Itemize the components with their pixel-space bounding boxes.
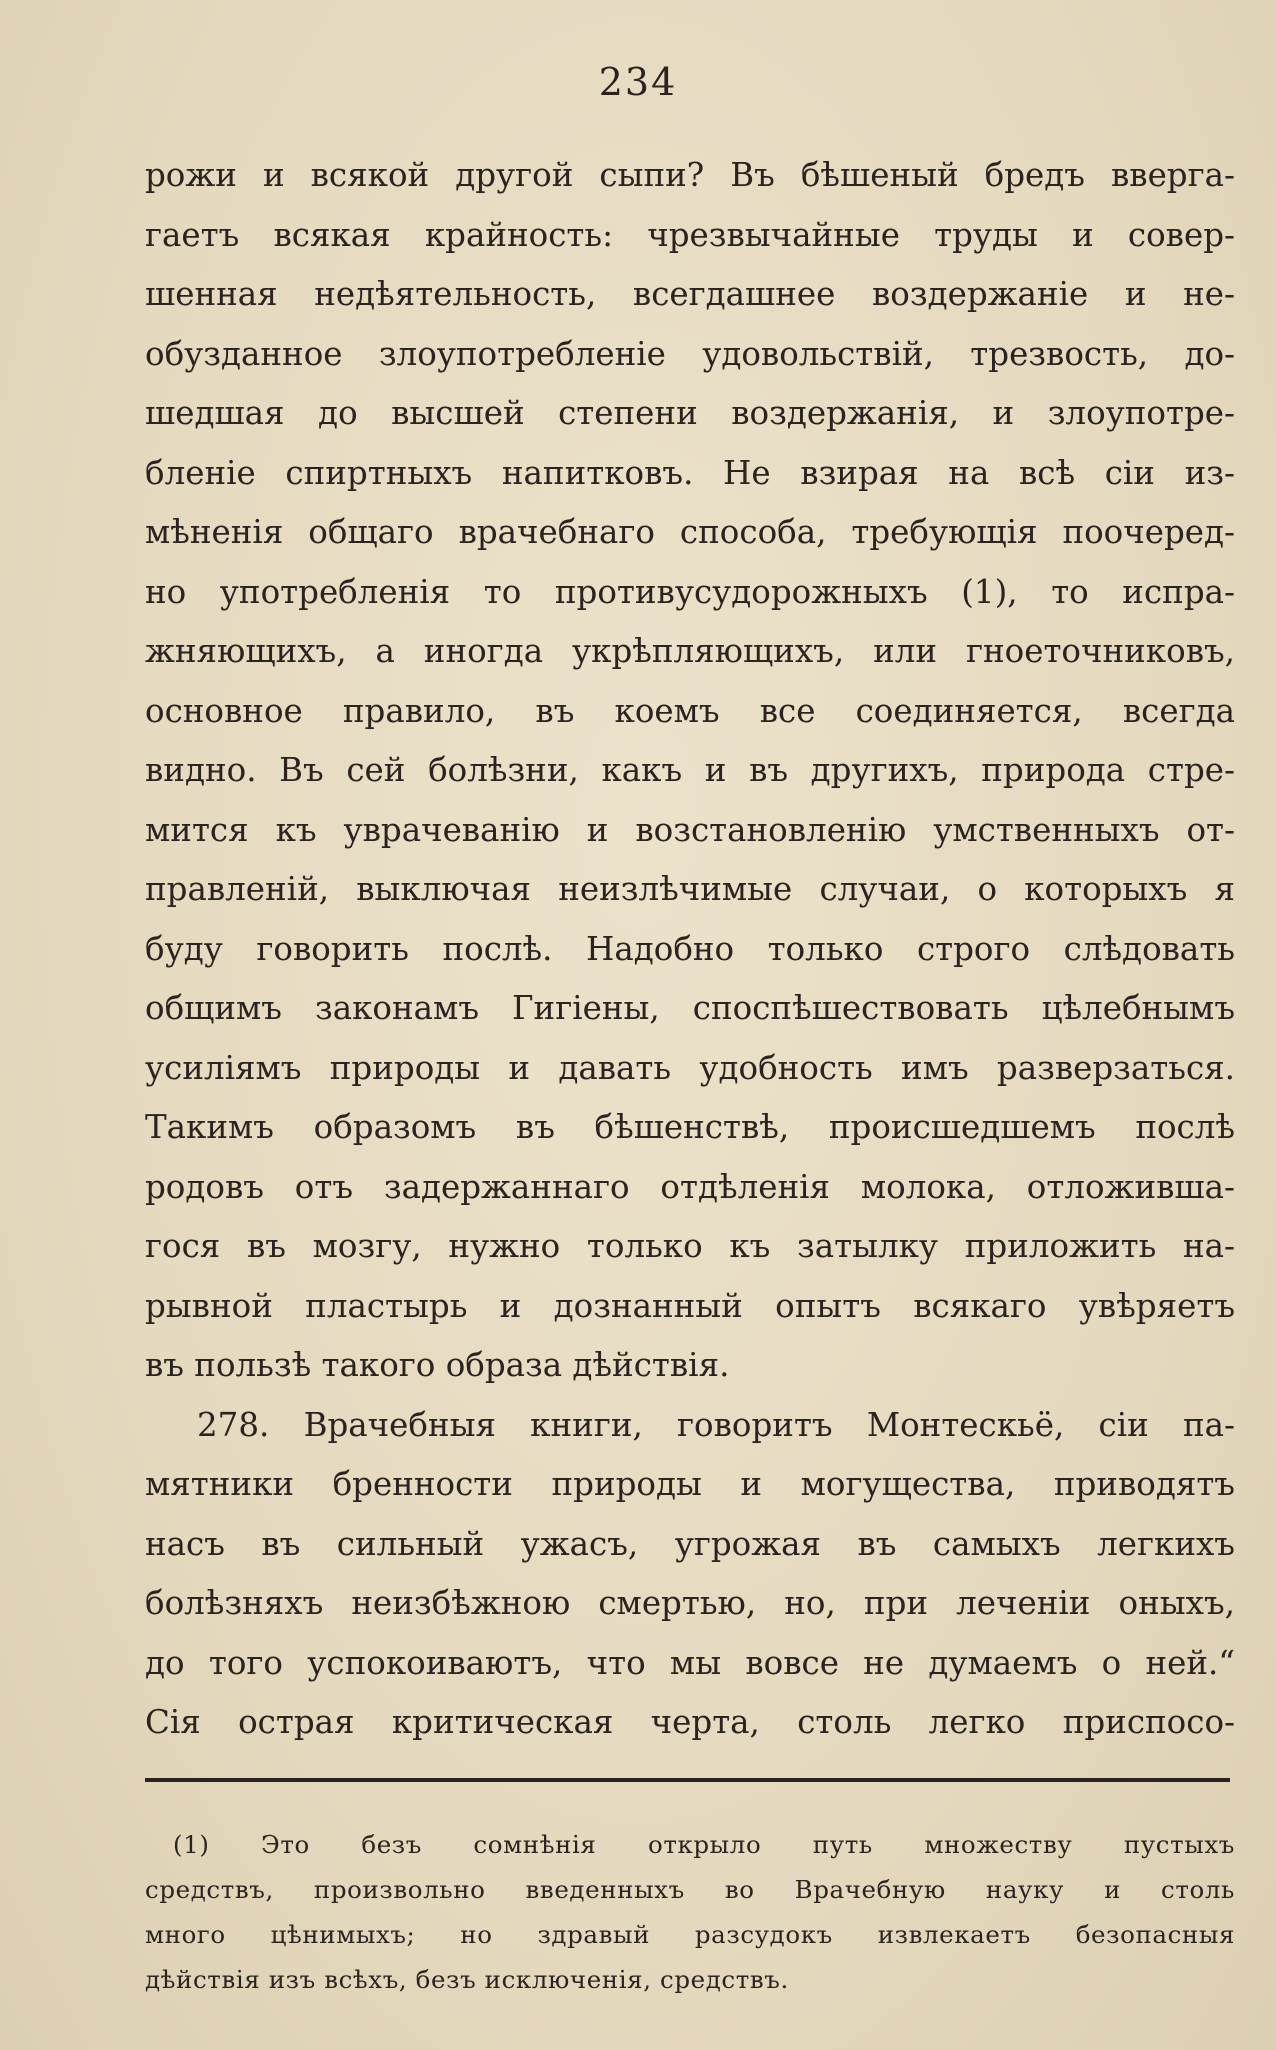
text-line: правленій, выключая неизлѣчимые случаи, о которыхъ я [145,870,1235,908]
text-line: болѣзняхъ неизбѣжною смертью, но, при леченіи оныхъ, [145,1584,1235,1622]
text-line: рожи и всякой другой сыпи? Въ бѣшеный бредъ вверга- [145,156,1235,194]
footnote-line: (1) Это безъ сомнѣнія открыло путь множеству пустыхъ [173,1830,1235,1859]
text-line: жняющихъ, а иногда укрѣпляющихъ, или гноеточниковъ, [145,632,1235,670]
text-line: мятники бренности природы и могущества, приводятъ [145,1465,1235,1503]
paragraph-start-line: 278. Врачебныя книги, говоритъ Монтескьё, сіи па- [197,1405,1235,1444]
text-line: шедшая до высшей степени воздержанія, и злоупотре- [145,394,1235,432]
text-line: до того успокоиваютъ, что мы вовсе не думаемъ о ней.“ [145,1643,1235,1682]
text-line: Сія острая критическая черта, столь легко приспосо- [145,1703,1235,1741]
footnote-line: дѣйствія изъ всѣхъ, безъ исключенія, средствъ. [145,1965,789,1994]
footnote-divider [145,1778,1230,1782]
text-line: усиліямъ природы и давать удобность имъ разверзаться. [145,1048,1235,1087]
text-line: гося въ мозгу, нужно только къ затылку приложить на- [145,1227,1235,1265]
text-line: видно. Въ сей болѣзни, какъ и въ другихъ, природа стре- [145,751,1235,789]
text-line: бленіе спиртныхъ напитковъ. Не взирая на всѣ сіи из- [145,453,1235,492]
page-number: 234 [598,60,678,104]
text-line: мѣненія общаго врачебнаго способа, требующія поочеред- [145,513,1235,551]
footnote-line: много цѣнимыхъ; но здравый разсудокъ извлекаетъ безопасныя [145,1920,1235,1949]
text-line: рывной пластырь и дознанный опытъ всякаго увѣряетъ [145,1286,1235,1325]
text-line: мится къ уврачеванію и возстановленію умственныхъ от- [145,810,1235,849]
text-line: общимъ законамъ Гигіены, споспѣшествовать цѣлебнымъ [145,989,1235,1027]
main-text [145,146,1235,1753]
text-line: шенная недѣятельность, всегдашнее воздержаніе и не- [145,275,1235,313]
text-line: въ пользѣ такого образа дѣйствія. [145,1346,730,1384]
text-line: Такимъ образомъ въ бѣшенствѣ, происшедшемъ послѣ [145,1108,1235,1146]
text-line: обузданное злоупотребленіе удовольствій, трезвость, до- [145,334,1235,373]
text-line: гаетъ всякая крайность: чрезвычайные труды и совер- [145,215,1235,254]
footnote [145,1822,1235,2002]
text-line: родовъ отъ задержаннаго отдѣленія молока, отложивша- [145,1167,1235,1206]
text-line: основное правило, въ коемъ все соединяется, всегда [145,691,1235,730]
text-line: буду говорить послѣ. Надобно только строго слѣдовать [145,929,1235,968]
footnote-line: средствъ, произвольно введенныхъ во Врачебную науку и столь [145,1875,1235,1904]
text-line: но употребленія то противусудорожныхъ (1), то испра- [145,572,1235,611]
text-line: насъ въ сильный ужасъ, угрожая въ самыхъ легкихъ [145,1524,1235,1563]
